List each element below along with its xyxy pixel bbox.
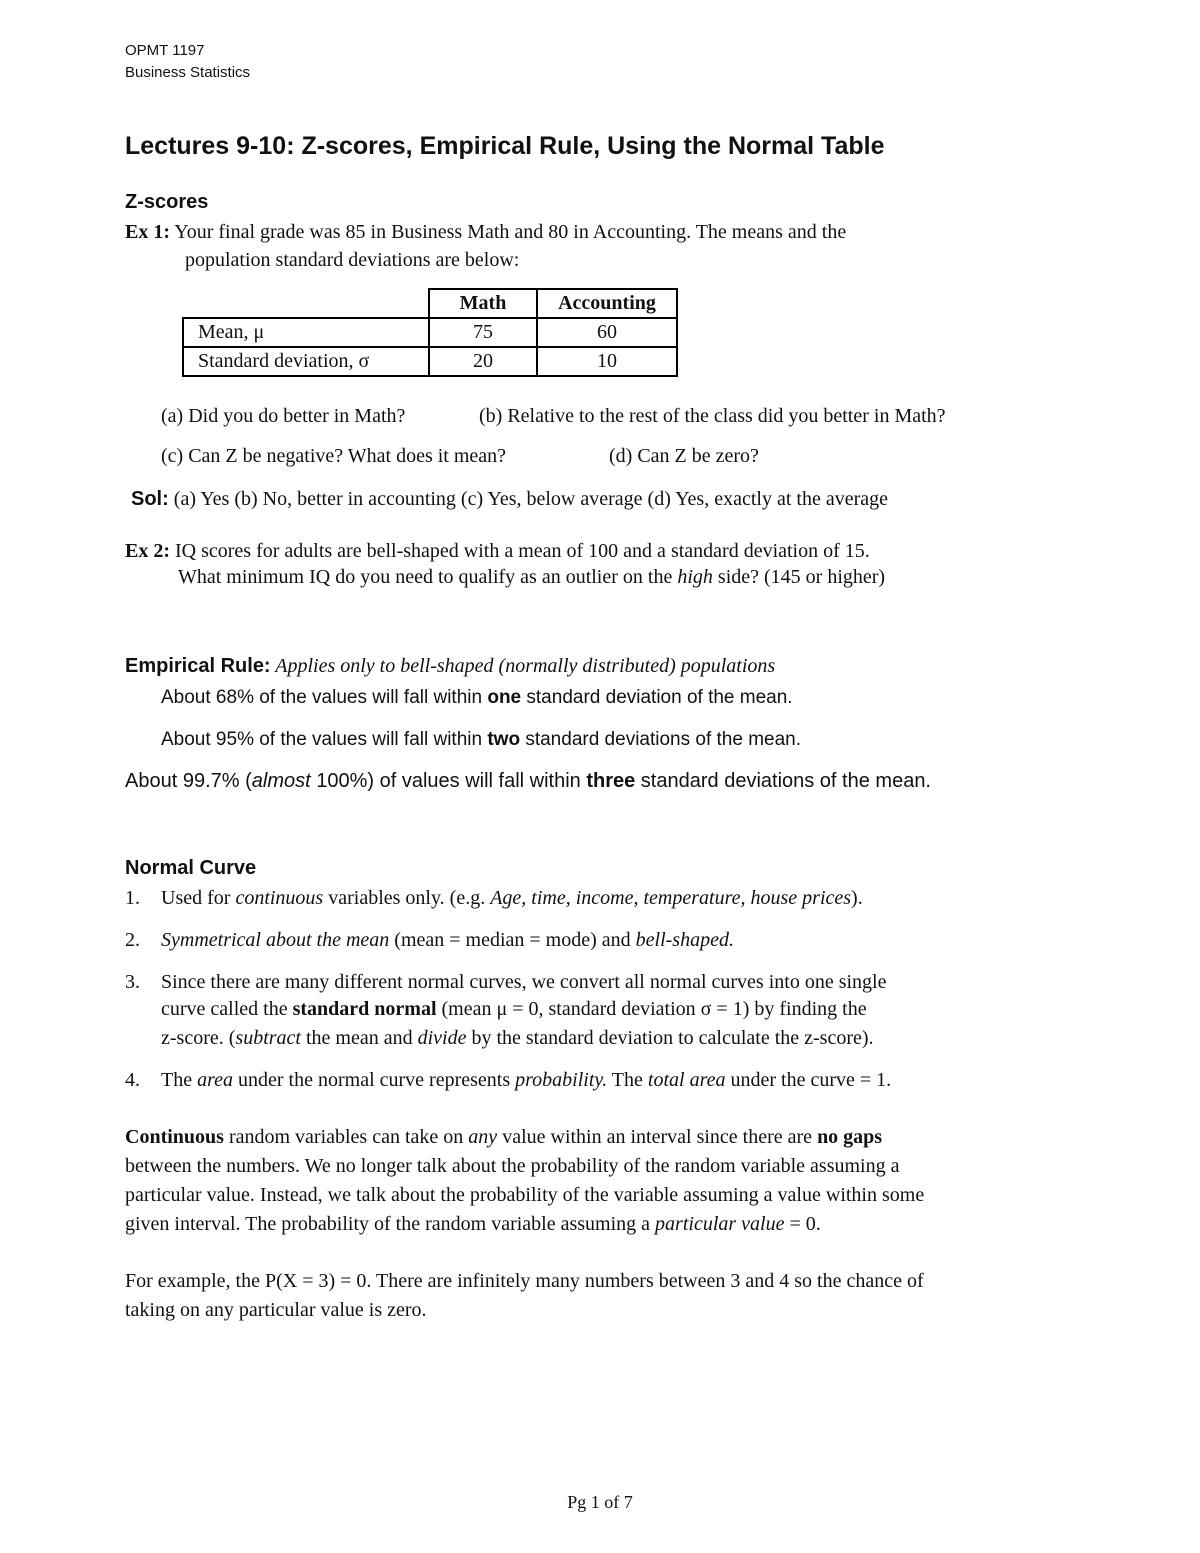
solution-text: (a) Yes (b) No, better in accounting (c) Yes, below average (d) Yes, exactly at the average [168,488,888,510]
ex1-label: Ex 1: [125,221,170,243]
list-item-2 [161,929,734,952]
table-header-accounting: Accounting [537,289,677,318]
continuous-em: any [468,1126,498,1148]
item4-mid1: under the normal curve represents [233,1069,516,1091]
table-row-label: Standard deviation, σ [183,347,429,376]
question-b: (b) Relative to the rest of the class did you better in Math? [479,405,946,427]
rule3-post: standard deviations of the mean. [635,770,931,792]
rule3-em: almost [251,770,311,792]
continuous-mid: value within an interval since there are [497,1126,818,1148]
table-header-math: Math [429,289,537,318]
rule3-bold: three [586,770,636,792]
list-number-2: 2. [125,929,140,951]
rule2-post: standard deviations of the mean. [520,729,802,750]
continuous-bold2: no gaps [817,1126,883,1148]
list-item-3-line1: Since there are many different normal curves, we convert all normal curves into one single [161,971,887,993]
list-item-4 [161,1069,891,1092]
continuous-pre: random variables can take on [223,1126,469,1148]
item2-em1: Symmetrical about the mean [161,929,390,951]
normal-curve-heading: Normal Curve [125,857,257,879]
list-number-4: 4. [125,1069,140,1091]
rule1-bold: one [487,687,522,708]
continuous-line4-pre: given interval. The probability of the random variable assuming a [125,1213,656,1235]
zscores-heading: Z-scores [125,191,209,213]
item4-em1: area [197,1069,234,1091]
item2-em2: bell-shaped. [635,929,734,951]
ex2-line2-post: side? (145 or higher) [712,566,886,588]
table-cell-math: 75 [429,318,537,347]
continuous-line2: between the numbers. We no longer talk about the probability of the random variable assuming a [125,1155,900,1177]
list-number-3: 3. [125,971,140,993]
item3-line3-em1: subtract [235,1027,301,1049]
rule2-bold: two [487,729,521,750]
rule2-pre: About 95% of the values will fall within [161,729,488,750]
item1-mid: variables only. (e.g. [323,887,491,909]
continuous-line1 [125,1126,882,1149]
rule3-mid: 100%) of values will fall within [310,770,587,792]
ex2-line2-pre: What minimum IQ do you need to qualify as an outlier on the [178,566,678,588]
ex2-line1 [125,540,870,563]
ex1-line1 [125,221,846,244]
table-corner [183,289,429,318]
table-row-label: Mean, μ [183,318,429,347]
empirical-heading-line [125,655,775,678]
item3-line2-pre: curve called the [161,998,293,1020]
table-row [183,318,677,347]
item4-pre: The [161,1069,198,1091]
empirical-rule-2 [161,729,801,751]
item3-line2-bold: standard normal [292,998,437,1020]
rule1-pre: About 68% of the values will fall within [161,687,488,708]
page-number: Pg 1 of 7 [567,1492,633,1512]
question-a: (a) Did you do better in Math? [161,405,406,427]
ex2-line2-em: high [677,566,713,588]
ex2-text: IQ scores for adults are bell-shaped with a mean of 100 and a standard deviation of 15. [170,540,870,562]
question-d: (d) Can Z be zero? [609,445,759,467]
solution-label: Sol: [131,488,169,510]
ex1-line2: population standard deviations are below: [185,249,520,271]
table-header-row [183,289,677,318]
continuous-line3: particular value. Instead, we talk about the probability of the variable assuming a value within some [125,1184,925,1206]
empirical-rule-1 [161,687,793,709]
item1-pre: Used for [161,887,236,909]
example-line1: For example, the P(X = 3) = 0. There are infinitely many numbers between 3 and 4 so the chance of [125,1270,924,1292]
course-name: Business Statistics [125,64,251,81]
ex2-label: Ex 2: [125,540,170,562]
question-c: (c) Can Z be negative? What does it mean? [161,445,507,467]
course-code: OPMT 1197 [125,42,205,59]
item3-line3-em2: divide [417,1027,467,1049]
continuous-line4-em: particular value [655,1213,785,1235]
item3-line3-mid: the mean and [300,1027,418,1049]
list-item-3-line3 [161,1027,874,1050]
example-line2: taking on any particular value is zero. [125,1299,427,1321]
item4-em2: probability. [515,1069,608,1091]
page-title: Lectures 9-10: Z-scores, Empirical Rule, Using the Normal Table [125,132,885,160]
continuous-line4-post: = 0. [784,1213,821,1235]
stats-table [182,288,678,377]
table-cell-math: 20 [429,347,537,376]
table-row [183,347,677,376]
ex2-line2 [178,566,885,589]
table-cell-accounting: 60 [537,318,677,347]
item2-mid: (mean = median = mode) and [389,929,636,951]
item3-line3-post: by the standard deviation to calculate the z-score). [466,1027,874,1049]
item3-line3-pre: z-score. ( [161,1027,236,1049]
list-item-3-line2 [161,998,867,1021]
item4-post: under the curve = 1. [725,1069,892,1091]
item1-em1: continuous [235,887,324,909]
item4-em3: total area [647,1069,726,1091]
item1-em2: Age, time, income, temperature, house prices [490,887,852,909]
list-item-1 [161,887,863,910]
solution-line [131,488,888,511]
rule1-post: standard deviation of the mean. [521,687,793,708]
empirical-rule-3 [125,770,931,793]
empirical-subtitle: Applies only to bell-shaped (normally distributed) populations [270,655,776,677]
list-number-1: 1. [125,887,140,909]
continuous-bold: Continuous [125,1126,224,1148]
table-cell-accounting: 10 [537,347,677,376]
item1-post: ). [851,887,863,909]
item4-mid2: The [607,1069,648,1091]
empirical-heading: Empirical Rule: [125,655,271,677]
rule3-pre: About 99.7% ( [125,770,252,792]
continuous-line4 [125,1213,821,1236]
item3-line2-post: (mean μ = 0, standard deviation σ = 1) by finding the [436,998,867,1020]
ex1-text: Your final grade was 85 in Business Math and 80 in Accounting. The means and the [170,221,847,243]
